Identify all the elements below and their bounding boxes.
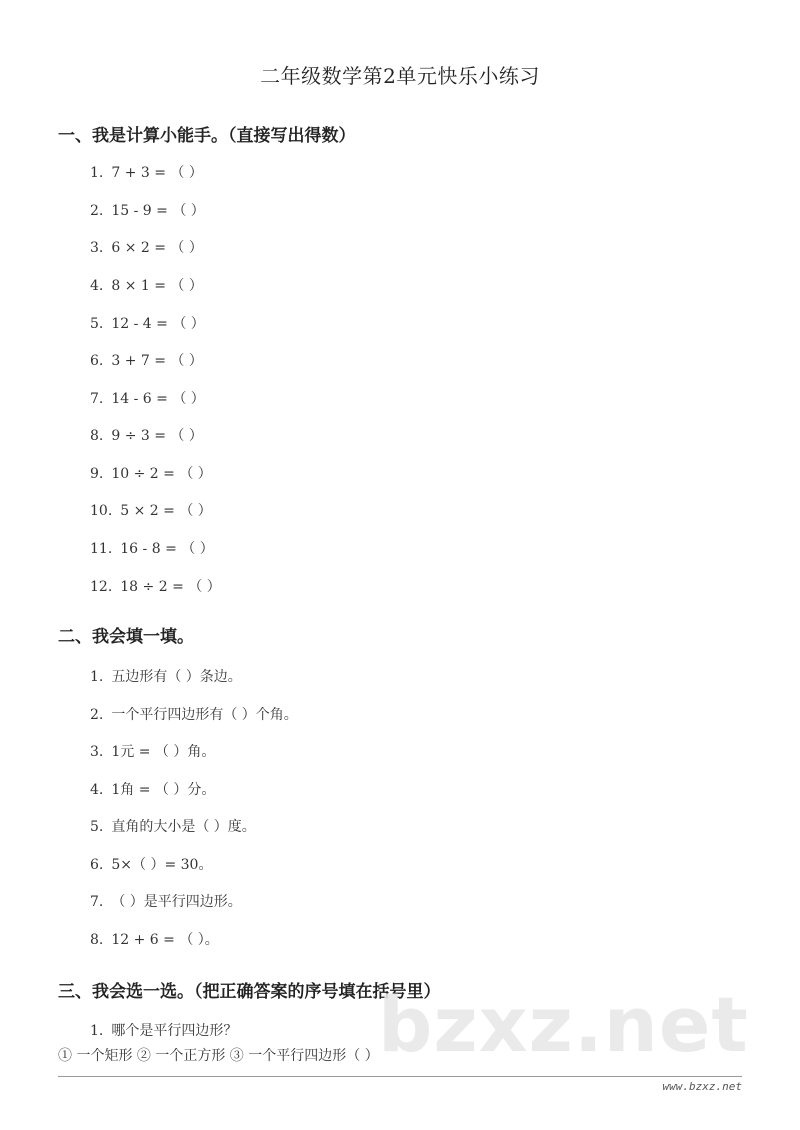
question-number: 11.: [90, 541, 113, 557]
question-text: 一个平行四边形有（ ）个角。: [111, 707, 298, 723]
question-item: [90, 425, 203, 447]
question-number: 6.: [90, 353, 104, 369]
question-item: [90, 275, 203, 297]
question-text: 12 + 6 = （ ）。: [111, 932, 219, 948]
question-number: 2.: [90, 707, 104, 723]
question-text: 5 × 2 = （ ）: [120, 503, 212, 519]
footer-divider: [58, 1076, 742, 1077]
section-heading-multiple-choice: 三、我会选一选。（把正确答案的序号填在括号里）: [58, 982, 441, 1002]
section-heading-fill-in: 二、我会填一填。: [58, 627, 194, 647]
question-number: 10.: [90, 503, 113, 519]
question-number: 12.: [90, 579, 113, 595]
question-item: [90, 854, 212, 876]
question-item: [90, 704, 298, 726]
question-text: 3 + 7 = （ ）: [111, 353, 203, 369]
question-text: 8 × 1 = （ ）: [111, 278, 203, 294]
question-number: 8.: [90, 932, 104, 948]
question-number: 2.: [90, 203, 104, 219]
question-item: [90, 741, 215, 763]
question-text: 18 ÷ 2 = （ ）: [120, 579, 221, 595]
question-item: [90, 237, 203, 259]
question-item: [90, 576, 221, 598]
question-number: 1.: [90, 165, 104, 181]
question-text: 1角 = （ ）分。: [111, 782, 216, 798]
question-number: 3.: [90, 240, 104, 256]
question-item: [90, 313, 205, 335]
question-text: 5×（ ）= 30。: [111, 857, 213, 873]
question-item: [90, 779, 215, 801]
question-text: 16 - 8 = （ ）: [120, 541, 214, 557]
question-text: 12 - 4 = （ ）: [111, 316, 205, 332]
question-item: [90, 162, 203, 184]
question-text: 7 + 3 = （ ）: [111, 165, 203, 181]
question-text: 10 ÷ 2 = （ ）: [111, 466, 212, 482]
question-item: [90, 666, 242, 688]
question-text: 哪个是平行四边形？: [111, 1023, 238, 1039]
question-text: 1元 = （ ）角。: [111, 744, 216, 760]
question-text: 直角的大小是（ ）度。: [111, 819, 256, 835]
question-text: 9 ÷ 3 = （ ）: [111, 428, 203, 444]
question-item: [90, 1020, 237, 1042]
question-text: 14 - 6 = （ ）: [111, 391, 205, 407]
page-title: 二年级数学第2单元快乐小练习: [260, 64, 540, 88]
question-text: 6 × 2 = （ ）: [111, 240, 203, 256]
question-number: 3.: [90, 744, 104, 760]
question-number: 1.: [90, 669, 104, 685]
question-number: 5.: [90, 316, 104, 332]
question-text: （ ）是平行四边形。: [111, 894, 242, 910]
question-item: [90, 891, 242, 913]
question-number: 4.: [90, 782, 104, 798]
question-item: [90, 388, 205, 410]
question-item: [90, 200, 205, 222]
watermark: bzxz.net: [378, 980, 749, 1069]
question-number: 7.: [90, 894, 104, 910]
question-number: 6.: [90, 857, 104, 873]
question-number: 8.: [90, 428, 104, 444]
question-item: [90, 350, 203, 372]
question-item: [90, 463, 212, 485]
question-number: 4.: [90, 278, 104, 294]
question-item: [90, 929, 219, 951]
question-item: [90, 538, 214, 560]
question-number: 7.: [90, 391, 104, 407]
question-number: 1.: [90, 1023, 104, 1039]
question-text: 15 - 9 = （ ）: [111, 203, 205, 219]
footer-site-url: www.bzxz.net: [662, 1080, 742, 1093]
question-number: 9.: [90, 466, 104, 482]
answer-options: ① 一个矩形 ② 一个正方形 ③ 一个平行四边形（ ）: [58, 1048, 379, 1064]
question-item: [90, 816, 256, 838]
question-text: 五边形有（ ）条边。: [111, 669, 242, 685]
section-heading-calculation: 一、我是计算小能手。（直接写出得数）: [58, 126, 356, 146]
question-item: [90, 500, 212, 522]
question-number: 5.: [90, 819, 104, 835]
